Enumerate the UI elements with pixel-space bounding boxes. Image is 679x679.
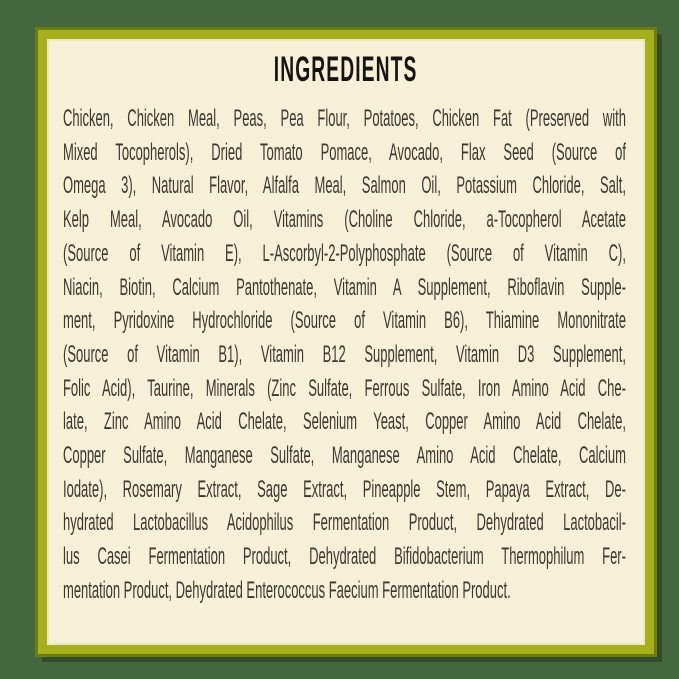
ingredients-line: (Source of Vitamin E), L-Ascorbyl-2-Polyphosphate (Source of Vitamin C), [63,239,626,267]
ingredients-title: INGREDIENTS [274,50,418,89]
ingredients-line: ment, Pyridoxine Hydrochloride (Source of Vitamin B6), Thiamine Mononitrate [63,307,626,335]
ingredients-line: hydrated Lactobacillus Acidophilus Fermentation Product, Dehydrated Lactobacil- [63,509,626,537]
ingredients-line: Mixed Tocopherols), Dried Tomato Pomace, Avocado, Flax Seed (Source of [63,138,626,166]
ingredients-line: Chicken, Chicken Meal, Peas, Pea Flour, Potatoes, Chicken Fat (Preserved with [63,105,626,132]
ingredients-line: Folic Acid), Taurine, Minerals (Zinc Sulfate, Ferrous Sulfate, Iron Amino Acid Che- [63,374,626,402]
ingredients-line: late, Zinc Amino Acid Chelate, Selenium Yeast, Copper Amino Acid Chelate, [63,408,626,436]
ingredients-line: Kelp Meal, Avocado Oil, Vitamins (Choline Chloride, a-Tocopherol Acetate [63,206,626,234]
ingredients-line: Copper Sulfate, Manganese Sulfate, Manganese Amino Acid Chelate, Calcium [63,442,626,470]
ingredients-text-block [63,102,626,608]
ingredients-line: (Source of Vitamin B1), Vitamin B12 Supplement, Vitamin D3 Supplement, [63,340,626,368]
ingredients-lines [63,102,626,608]
ingredients-line: lus Casei Fermentation Product, Dehydrated Bifidobacterium Thermophilum Fer- [63,543,626,571]
ingredients-line: Niacin, Biotin, Calcium Pantothenate, Vitamin A Supplement, Riboflavin Supple- [63,273,626,301]
ingredients-label-panel [38,30,654,654]
ingredients-line: mentation Product, Dehydrated Enterococcus Faecium Fermentation Product. [63,576,511,604]
ingredients-line: Omega 3), Natural Flavor, Alfalfa Meal, Salmon Oil, Potassium Chloride, Salt, [63,172,626,200]
ingredients-line: Iodate), Rosemary Extract, Sage Extract, Pineapple Stem, Papaya Extract, De- [63,475,626,503]
ingredients-title-row [47,52,645,88]
